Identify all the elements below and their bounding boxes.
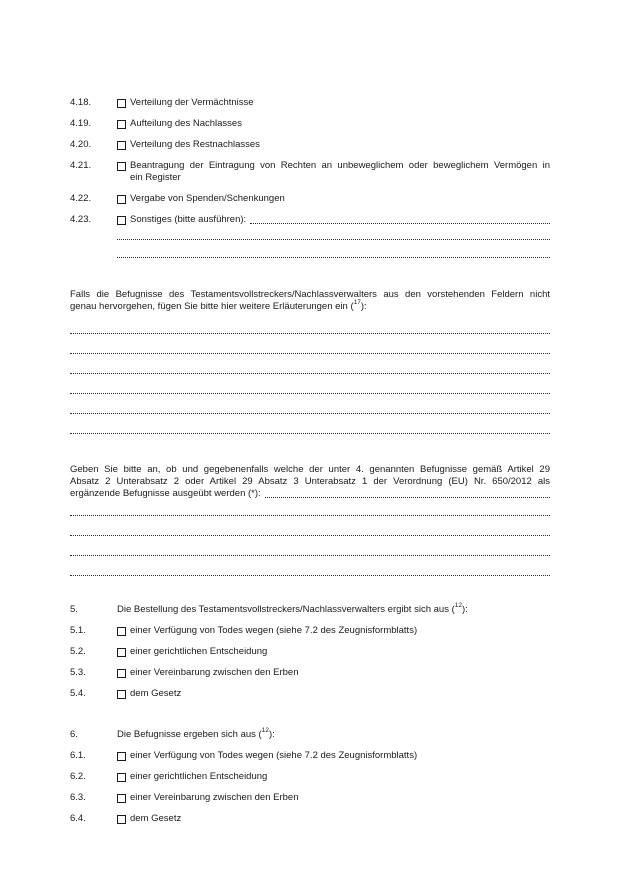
item-4-23	[70, 214, 550, 226]
dotted-fill-line[interactable]	[117, 257, 550, 258]
item-5-1	[70, 625, 550, 637]
note-text: ):	[360, 301, 367, 312]
item-label-line2: ein Register	[130, 172, 181, 183]
item-number: 4.18.	[70, 97, 92, 108]
item-label: Verteilung des Restnachlasses	[130, 139, 260, 150]
note-line	[70, 488, 550, 500]
dotted-fill-line[interactable]	[70, 535, 550, 536]
item-5-4	[70, 688, 550, 700]
item-number: 6.3.	[70, 792, 86, 803]
checkbox-5-2[interactable]	[117, 648, 126, 657]
item-4-19	[70, 118, 550, 130]
item-number: 4.19.	[70, 118, 92, 129]
item-label: Sonstiges (bitte ausführen):	[130, 214, 247, 225]
dotted-fill-line[interactable]	[70, 555, 550, 556]
checkbox-5-1[interactable]	[117, 627, 126, 636]
item-6-2	[70, 771, 550, 783]
dotted-fill-line[interactable]	[117, 239, 550, 240]
item-number: 6.1.	[70, 750, 86, 761]
item-number: 5.3.	[70, 667, 86, 678]
item-label-line1: Beantragung der Eintragung von Rechten an unbeweglichem oder beweglichem Vermögen in	[130, 160, 550, 171]
note-line: Falls die Befugnisse des Testamentsvollstreckers/Nachlassverwalters aus den vorstehenden Feldern nicht	[70, 289, 550, 300]
item-6-3	[70, 792, 550, 804]
note-line: Absatz 2 Unterabsatz 2 oder Artikel 29 Absatz 3 Unterabsatz 1 der Verordnung (EU) Nr. 650/2012 als	[70, 476, 550, 487]
section-number: 6.	[70, 729, 78, 740]
item-label: einer gerichtlichen Entscheidung	[130, 771, 268, 782]
checkbox-6-2[interactable]	[117, 773, 126, 782]
item-number: 4.20.	[70, 139, 92, 150]
item-number: 4.22.	[70, 193, 92, 204]
footnote-ref-17: 17	[353, 299, 361, 307]
section-5-heading	[70, 604, 550, 616]
item-label: dem Gesetz	[130, 813, 182, 824]
checkbox-6-1[interactable]	[117, 752, 126, 761]
dotted-fill-line[interactable]	[70, 575, 550, 576]
dotted-fill-line[interactable]	[70, 333, 550, 334]
section-title-text: ):	[461, 604, 468, 615]
dotted-fill-line[interactable]	[250, 214, 550, 224]
item-label: Vergabe von Spenden/Schenkungen	[130, 193, 285, 204]
checkbox-6-4[interactable]	[117, 815, 126, 824]
checkbox-5-3[interactable]	[117, 669, 126, 678]
item-label	[130, 160, 550, 184]
item-number: 4.23.	[70, 214, 92, 225]
note-line	[70, 301, 550, 313]
item-label: einer Verfügung von Todes wegen (siehe 7.2 des Zeugnisformblatts)	[130, 625, 418, 636]
item-label: dem Gesetz	[130, 688, 182, 699]
dotted-fill-line[interactable]	[70, 373, 550, 374]
footnote-ref-12: 12	[261, 727, 269, 735]
checkbox-4-23[interactable]	[117, 216, 126, 225]
dotted-fill-line[interactable]	[70, 353, 550, 354]
item-4-20	[70, 139, 550, 151]
dotted-fill-line[interactable]	[70, 413, 550, 414]
item-label: Aufteilung des Nachlasses	[130, 118, 242, 129]
section-title	[117, 729, 550, 741]
item-label: einer Vereinbarung zwischen den Erben	[130, 792, 299, 803]
section-title-text: Die Bestellung des Testamentsvollstreckers/Nachlassverwalters ergibt sich aus (	[117, 604, 455, 615]
item-number: 5.2.	[70, 646, 86, 657]
item-number: 6.4.	[70, 813, 86, 824]
note-text: genau hervorgehen, fügen Sie bitte hier weitere Erläuterungen ein (	[70, 301, 354, 312]
item-number: 5.1.	[70, 625, 86, 636]
footnote-ref-12: 12	[454, 602, 462, 610]
item-number: 4.21.	[70, 160, 92, 171]
checkbox-6-3[interactable]	[117, 794, 126, 803]
dotted-fill-line[interactable]	[70, 393, 550, 394]
dotted-fill-line[interactable]	[70, 433, 550, 434]
item-label: einer Vereinbarung zwischen den Erben	[130, 667, 299, 678]
item-label: Verteilung der Vermächtnisse	[130, 97, 254, 108]
item-6-1	[70, 750, 550, 762]
checkbox-4-20[interactable]	[117, 141, 126, 150]
note-powers-clarification	[70, 289, 550, 313]
item-5-3	[70, 667, 550, 679]
note-text: ergänzende Befugnisse ausgeübt werden (*):	[70, 488, 261, 499]
section-6-heading	[70, 729, 550, 741]
section-title-text: Die Befugnisse ergeben sich aus (	[117, 729, 262, 740]
checkbox-4-19[interactable]	[117, 120, 126, 129]
item-4-22	[70, 193, 550, 205]
checkbox-4-22[interactable]	[117, 195, 126, 204]
checkbox-4-21[interactable]	[117, 162, 126, 171]
item-4-21	[70, 160, 550, 184]
item-number: 5.4.	[70, 688, 86, 699]
item-number: 6.2.	[70, 771, 86, 782]
section-title	[117, 604, 550, 616]
item-5-2	[70, 646, 550, 658]
item-label: einer gerichtlichen Entscheidung	[130, 646, 268, 657]
item-6-4	[70, 813, 550, 825]
note-line: Geben Sie bitte an, ob und gegebenenfalls welche der unter 4. genannten Befugnisse gemäß Artikel 29	[70, 464, 550, 475]
dotted-fill-line[interactable]	[70, 515, 550, 516]
item-label: einer Verfügung von Todes wegen (siehe 7.2 des Zeugnisformblatts)	[130, 750, 418, 761]
checkbox-4-18[interactable]	[117, 99, 126, 108]
section-title-text: ):	[268, 729, 275, 740]
dotted-fill-line[interactable]	[265, 488, 550, 498]
item-4-18	[70, 97, 550, 109]
note-supplementary-powers	[70, 464, 550, 500]
checkbox-5-4[interactable]	[117, 690, 126, 699]
section-number: 5.	[70, 604, 78, 615]
